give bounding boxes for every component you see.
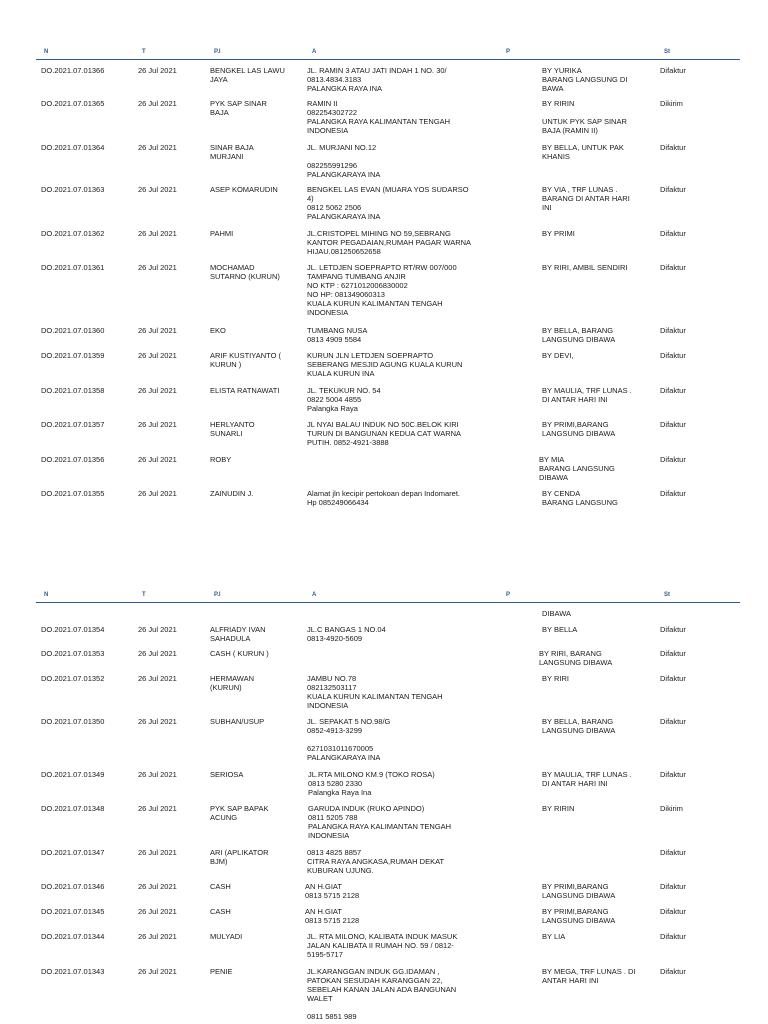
cell-customer: ARIF KUSTIYANTO ( KURUN ) [210, 351, 281, 369]
cell-address: GARUDA INDUK (RUKO APINDO) 0811 5205 788 PALANGKA RAYA KALIMANTAN TENGAH INDONESIA [308, 804, 452, 840]
cell-shipping: BY RIRI, BARANG LANGSUNG DIBAWA [539, 649, 613, 667]
table-section-2 [36, 588, 740, 603]
cell-do-number: DO.2021.07.01358 [41, 386, 105, 395]
cell-status: Difaktur [660, 263, 686, 272]
cell-status: Dikirim [660, 804, 683, 813]
cell-status: Difaktur [660, 489, 686, 498]
cell-customer: ASEP KOMARUDIN [210, 185, 278, 194]
cell-do-number: DO.2021.07.01343 [41, 967, 105, 976]
carry-over-text: DIBAWA [542, 609, 572, 618]
cell-address: RAMIN II 082254302722 PALANGKA RAYA KALIMANTAN TENGAH INDONESIA [307, 99, 451, 135]
cell-date: 26 Jul 2021 [138, 185, 177, 194]
cell-date: 26 Jul 2021 [138, 99, 177, 108]
cell-address: JL.C BANGAS 1 NO.04 0813-4920-5609 [307, 625, 386, 643]
cell-date: 26 Jul 2021 [138, 143, 177, 152]
cell-shipping: BY PRIMI,BARANG LANGSUNG DIBAWA [542, 882, 616, 900]
cell-address: TUMBANG NUSA 0813 4909 5584 [307, 326, 368, 344]
header-pengiriman: P [506, 592, 511, 598]
cell-shipping: BY MEGA, TRF LUNAS . DI ANTAR HARI INI [542, 967, 636, 985]
header-alamat: A [312, 49, 317, 55]
cell-date: 26 Jul 2021 [138, 932, 177, 941]
cell-customer: ELISTA RATNAWATI [210, 386, 280, 395]
cell-shipping: BY CENDA BARANG LANGSUNG [542, 489, 618, 507]
cell-address: JL. TEKUKUR NO. 54 0822 5004 4855 Palangka Raya [307, 386, 381, 413]
header-pengiriman: P [506, 49, 511, 55]
cell-address: JL. RAMIN 3 ATAU JATI INDAH 1 NO. 30/ 0813.4834.3183 PALANGKA RAYA INA [307, 66, 447, 93]
cell-date: 26 Jul 2021 [138, 770, 177, 779]
cell-status: Difaktur [660, 143, 686, 152]
cell-shipping: BY VIA , TRF LUNAS . BARANG DI ANTAR HARI INI [542, 185, 630, 212]
header-pelanggan: P.l [214, 49, 221, 55]
header-tanggal: T [142, 49, 146, 55]
cell-customer: CASH ( KURUN ) [210, 649, 269, 658]
cell-do-number: DO.2021.07.01346 [41, 882, 105, 891]
cell-customer: CASH [210, 882, 231, 891]
cell-status: Difaktur [660, 848, 686, 857]
cell-address: Alamat jln kecipir pertokoan depan Indomaret. Hp 085249066434 [307, 489, 461, 507]
cell-customer: ALFRIADY IVAN SAHADULA [210, 625, 266, 643]
cell-address: JL.CRISTOPEL MIHING NO 59,SEBRANG KANTOR PEGADAIAN,RUMAH PAGAR WARNA HIJAU.081250652658 [307, 229, 472, 256]
cell-shipping: BY MAULIA, TRF LUNAS . DI ANTAR HARI INI [542, 386, 632, 404]
cell-shipping: BY BELLA, BARANG LANGSUNG DIBAWA [542, 717, 616, 735]
cell-shipping: BY MIA BARANG LANGSUNG DIBAWA [539, 455, 615, 482]
cell-shipping: BY RIRIN UNTUK PYK SAP SINAR BAJA (RAMIN II) [542, 99, 627, 135]
cell-address: JL.RTA MILONO KM.9 (TOKO ROSA) 0813 5280 2330 Palangka Raya Ina [308, 770, 435, 797]
cell-do-number: DO.2021.07.01344 [41, 932, 105, 941]
cell-date: 26 Jul 2021 [138, 455, 177, 464]
cell-customer: MULYADI [210, 932, 243, 941]
cell-customer: SERIOSA [210, 770, 244, 779]
cell-date: 26 Jul 2021 [138, 326, 177, 335]
cell-shipping: BY PRIMI,BARANG LANGSUNG DIBAWA [542, 420, 616, 438]
header-status: St [664, 49, 670, 55]
cell-customer: SUBHAN/USUP [210, 717, 265, 726]
cell-shipping: BY LIA [542, 932, 566, 941]
cell-status: Difaktur [660, 967, 686, 976]
cell-date: 26 Jul 2021 [138, 717, 177, 726]
cell-shipping: BY YURIKA BARANG LANGSUNG DI BAWA [542, 66, 628, 93]
cell-do-number: DO.2021.07.01356 [41, 455, 105, 464]
cell-address: JL. SEPAKAT 5 NO.98/G 0852-4913-3299 6271031011670005 PALANGKARAYA INA [307, 717, 391, 762]
cell-shipping: BY RIRI, AMBIL SENDIRI [542, 263, 628, 272]
cell-customer: SINAR BAJA MURJANI [210, 143, 254, 161]
cell-status: Dikirim [660, 99, 683, 108]
cell-do-number: DO.2021.07.01365 [41, 99, 105, 108]
cell-address: JL. LETDJEN SOEPRAPTO RT/RW 007/000 TAMPANG TUMBANG ANJIR NO KTP : 6271012006830002 NO HP: 081349060313 KUALA KURUN KALIMANTAN TENGAH INDONESIA [307, 263, 457, 317]
cell-shipping: BY PRIMI,BARANG LANGSUNG DIBAWA [542, 907, 616, 925]
cell-address: KURUN JLN LETDJEN SOEPRAPTO SEBERANG MESJID AGUNG KUALA KURUN KUALA KURUN INA [307, 351, 463, 378]
header-tanggal: T [142, 592, 146, 598]
cell-status: Difaktur [660, 420, 686, 429]
cell-customer: PYK SAP SINAR BAJA [210, 99, 267, 117]
cell-shipping: BY PRIMI [542, 229, 575, 238]
header-pelanggan: P.l [214, 592, 221, 598]
cell-customer: PYK SAP BAPAK ACUNG [210, 804, 269, 822]
cell-date: 26 Jul 2021 [138, 907, 177, 916]
cell-address: JL. RTA MILONO, KALIBATA INDUK MASUK JALAN KALIBATA II RUMAH NO. 59 / 0812- 5195-5717 [307, 932, 458, 959]
header-status: St [664, 592, 670, 598]
cell-status: Difaktur [660, 185, 686, 194]
header-no: N [44, 49, 49, 55]
cell-shipping: BY BELLA, BARANG LANGSUNG DIBAWA [542, 326, 616, 344]
header-alamat: A [312, 592, 317, 598]
cell-date: 26 Jul 2021 [138, 489, 177, 498]
cell-address: JL NYAI BALAU INDUK NO 50C.BELOK KIRI TURUN DI BANGUNAN KEDUA CAT WARNA PUTIH. 0852-4921-3888 [307, 420, 462, 447]
cell-do-number: DO.2021.07.01361 [41, 263, 105, 272]
cell-date: 26 Jul 2021 [138, 420, 177, 429]
cell-do-number: DO.2021.07.01355 [41, 489, 105, 498]
cell-date: 26 Jul 2021 [138, 804, 177, 813]
cell-status: Difaktur [660, 674, 686, 683]
cell-do-number: DO.2021.07.01345 [41, 907, 105, 916]
cell-status: Difaktur [660, 770, 686, 779]
cell-status: Difaktur [660, 326, 686, 335]
cell-shipping: BY RIRIN [542, 804, 575, 813]
cell-do-number: DO.2021.07.01357 [41, 420, 105, 429]
cell-date: 26 Jul 2021 [138, 882, 177, 891]
cell-shipping: BY RIRI [542, 674, 569, 683]
table-header [36, 588, 740, 603]
cell-do-number: DO.2021.07.01366 [41, 66, 105, 75]
cell-status: Difaktur [660, 907, 686, 916]
cell-date: 26 Jul 2021 [138, 386, 177, 395]
cell-address: JAMBU NO.78 082132503117 KUALA KURUN KALIMANTAN TENGAH INDONESIA [307, 674, 443, 710]
cell-date: 26 Jul 2021 [138, 66, 177, 75]
cell-date: 26 Jul 2021 [138, 263, 177, 272]
cell-customer: CASH [210, 907, 231, 916]
cell-do-number: DO.2021.07.01360 [41, 326, 105, 335]
cell-status: Difaktur [660, 882, 686, 891]
cell-shipping: BY DEVI, [542, 351, 574, 360]
table-section-1 [36, 45, 740, 60]
cell-customer: PAHMI [210, 229, 234, 238]
cell-do-number: DO.2021.07.01350 [41, 717, 105, 726]
cell-customer: ZAINUDIN J. [210, 489, 254, 498]
cell-status: Difaktur [660, 386, 686, 395]
cell-address: JL. MURJANI NO.12 082255991296 PALANGKARAYA INA [307, 143, 381, 179]
cell-address: BENGKEL LAS EVAN (MUARA YOS SUDARSO 4) 0812 5062 2506 PALANGKARAYA INA [307, 185, 469, 221]
cell-status: Difaktur [660, 351, 686, 360]
cell-customer: MOCHAMAD SUTARNO (KURUN) [210, 263, 280, 281]
header-no: N [44, 592, 49, 598]
cell-customer: BENGKEL LAS LAWU JAYA [210, 66, 285, 84]
cell-date: 26 Jul 2021 [138, 625, 177, 634]
cell-date: 26 Jul 2021 [138, 674, 177, 683]
cell-customer: EKO [210, 326, 226, 335]
cell-do-number: DO.2021.07.01359 [41, 351, 105, 360]
cell-status: Difaktur [660, 717, 686, 726]
cell-shipping: BY BELLA [542, 625, 578, 634]
cell-do-number: DO.2021.07.01353 [41, 649, 105, 658]
cell-do-number: DO.2021.07.01348 [41, 804, 105, 813]
cell-status: Difaktur [660, 229, 686, 238]
cell-do-number: DO.2021.07.01354 [41, 625, 105, 634]
cell-do-number: DO.2021.07.01364 [41, 143, 105, 152]
cell-status: Difaktur [660, 932, 686, 941]
cell-status: Difaktur [660, 66, 686, 75]
cell-address: 0813 4825 8857 CITRA RAYA ANGKASA,RUMAH DEKAT KUBURAN UJUNG. [307, 848, 445, 875]
cell-do-number: DO.2021.07.01362 [41, 229, 105, 238]
cell-address: AN H.GIAT 0813 5715 2128 [305, 882, 360, 900]
cell-shipping: BY MAULIA, TRF LUNAS . DI ANTAR HARI INI [542, 770, 632, 788]
cell-do-number: DO.2021.07.01347 [41, 848, 105, 857]
cell-shipping: BY BELLA, UNTUK PAK KHANIS [542, 143, 624, 161]
cell-date: 26 Jul 2021 [138, 229, 177, 238]
cell-customer: HERMAWAN (KURUN) [210, 674, 255, 692]
cell-address: AN H.GIAT 0813 5715 2128 [305, 907, 360, 925]
cell-status: Difaktur [660, 649, 686, 658]
cell-date: 26 Jul 2021 [138, 649, 177, 658]
cell-do-number: DO.2021.07.01349 [41, 770, 105, 779]
cell-customer: ROBY [210, 455, 232, 464]
table-header [36, 45, 740, 60]
cell-address: JL.KARANGGAN INDUK GG.IDAMAN , PATOKAN SESUDAH KARANGGAN 22, SEBELAH KANAN JALAN ADA BANGUNAN WALET 0811 5851 989 [307, 967, 457, 1021]
cell-date: 26 Jul 2021 [138, 848, 177, 857]
cell-customer: HERLYANTO SUNARLI [210, 420, 255, 438]
cell-date: 26 Jul 2021 [138, 967, 177, 976]
cell-date: 26 Jul 2021 [138, 351, 177, 360]
cell-customer: ARI (APLIKATOR BJM) [210, 848, 269, 866]
cell-do-number: DO.2021.07.01352 [41, 674, 105, 683]
cell-status: Difaktur [660, 625, 686, 634]
cell-customer: PENIE [210, 967, 233, 976]
cell-do-number: DO.2021.07.01363 [41, 185, 105, 194]
cell-status: Difaktur [660, 455, 686, 464]
